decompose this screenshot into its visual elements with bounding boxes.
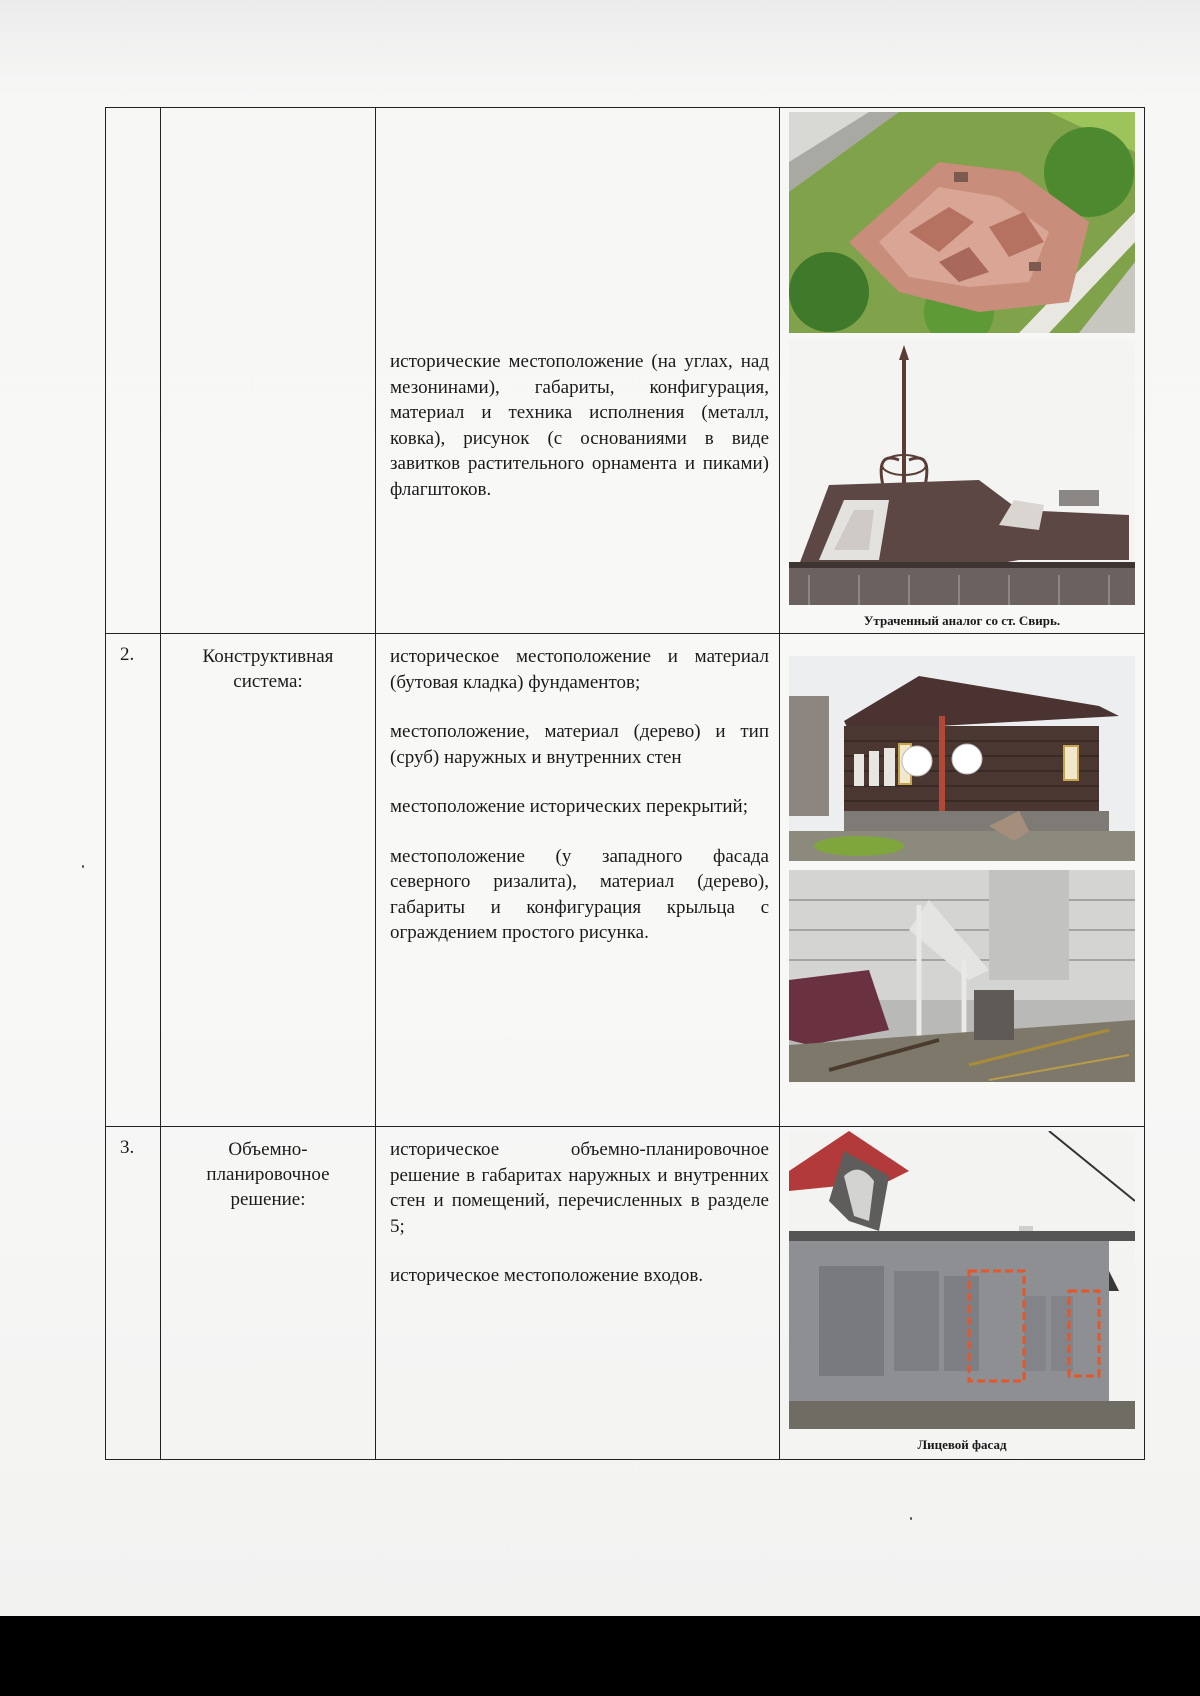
table-row	[106, 108, 1145, 634]
row-description-cell	[376, 634, 780, 1127]
description-paragraph: историческое местоположение и материал (бутовая кладка) фундаментов;	[390, 646, 769, 693]
log-house-photo	[789, 656, 1135, 861]
description-paragraph: местоположение исторических перекрытий;	[390, 796, 748, 817]
row-name-cell	[161, 1127, 376, 1460]
row-description-cell	[376, 108, 780, 634]
row-number-cell	[106, 634, 161, 1127]
scan-bottom-border	[0, 1616, 1200, 1696]
row-name-cell	[161, 634, 376, 1127]
row-number: 2.	[120, 644, 135, 665]
photo-caption: Лицевой фасад	[917, 1437, 1007, 1452]
description-paragraph: местоположение, материал (дерево) и тип (сруб) наружных и внутренних стен	[390, 721, 769, 768]
protected-items-table	[105, 107, 1145, 1460]
description-paragraph: местоположение (у западного фасада северного ризалита), материал (дерево), габариты и конфигурация крыльца с ограждением простого рисунка.	[390, 845, 769, 943]
photo-caption: Утраченный аналог со ст. Свирь.	[863, 613, 1061, 628]
porch-ruins-photo	[789, 870, 1135, 1082]
row-number-cell	[106, 108, 161, 634]
row-images-cell	[780, 108, 1145, 634]
description-paragraph: историческое местоположение входов.	[390, 1265, 704, 1286]
row-images-cell	[780, 1127, 1145, 1460]
description-paragraph: исторические местоположение (на углах, над мезонинами), габариты, конфигурация, материал и техника исполнения (металл, ковка), рисунок (с основаниями в виде завитков растительного орнамента и пиками) флагштоков.	[390, 351, 769, 500]
row-name: Конструктивная система:	[202, 646, 334, 692]
row-number-cell	[106, 1127, 161, 1460]
row-number: 3.	[120, 1137, 135, 1158]
flagpole-photo	[789, 340, 1135, 605]
aerial-roof-photo	[789, 112, 1135, 333]
row-name-cell	[161, 108, 376, 634]
table-row	[106, 634, 1145, 1127]
front-facade-photo	[789, 1131, 1135, 1429]
row-images-cell	[780, 634, 1145, 1127]
row-name: Объемно-планировочное решение:	[206, 1139, 330, 1210]
scan-speck	[910, 1517, 912, 1520]
table-row	[106, 1127, 1145, 1460]
row-name	[161, 108, 375, 118]
scan-speck	[82, 865, 84, 868]
row-number	[106, 108, 160, 118]
row-description-cell	[376, 1127, 780, 1460]
description-paragraph: историческое объемно-планировочное решение в габаритах наружных и внутренних стен и помещений, перечисленных в разделе 5;	[390, 1139, 769, 1237]
